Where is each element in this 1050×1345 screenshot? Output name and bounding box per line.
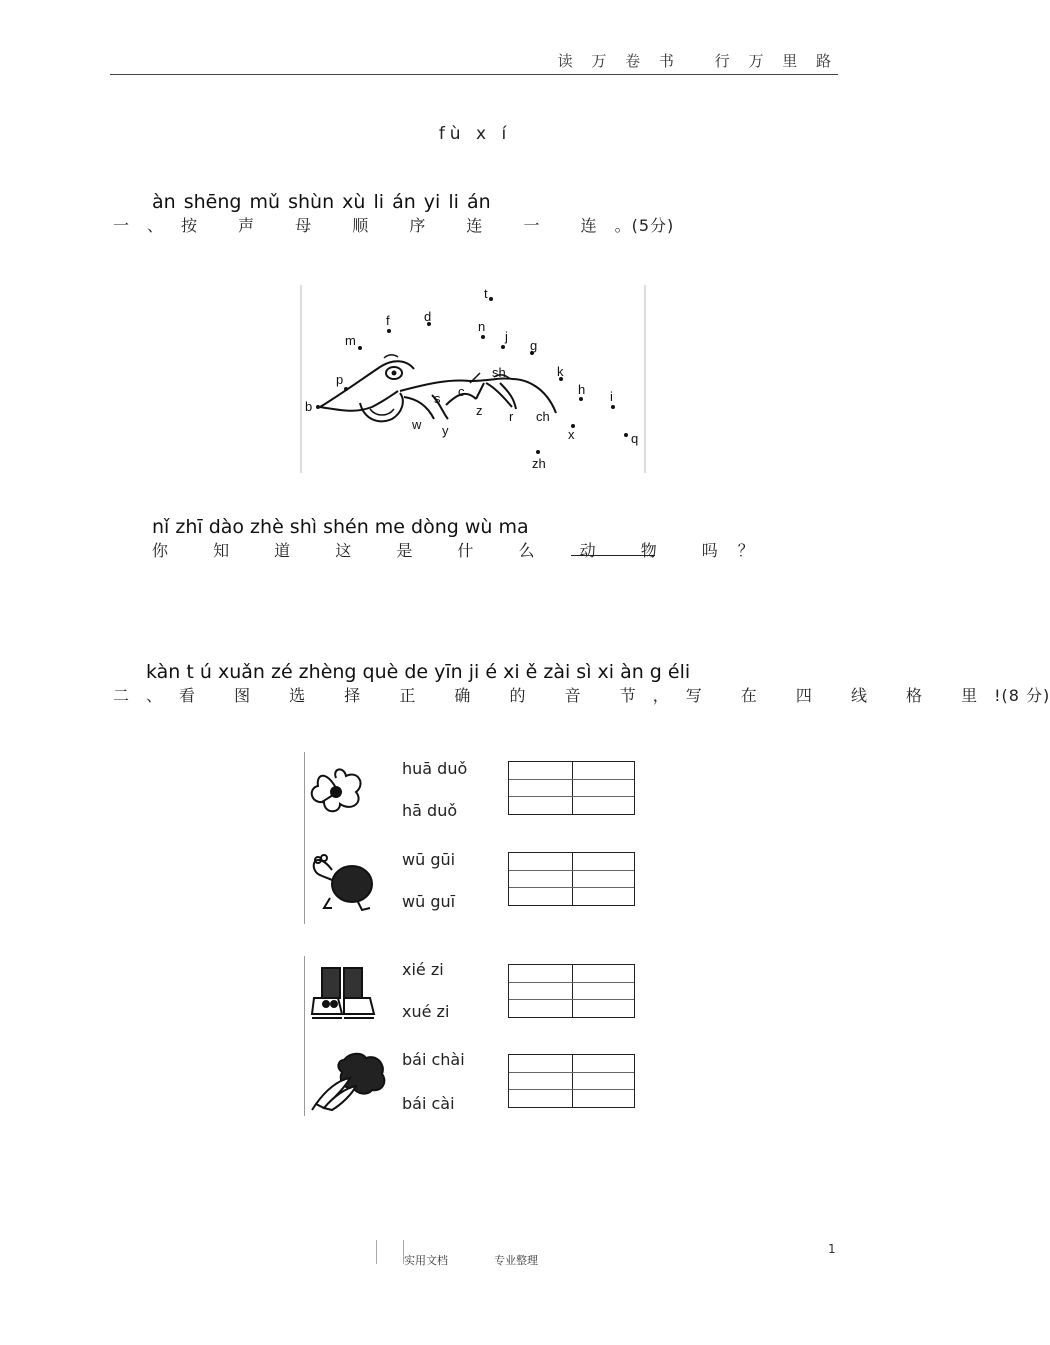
dot-label-j: j [505, 329, 508, 344]
dot-label-ch: ch [536, 409, 550, 424]
writing-grid-turtle[interactable] [508, 852, 635, 906]
page-number: 1 [828, 1242, 836, 1256]
footer-label-right: 专业整理 [494, 1254, 538, 1267]
option-cabbage-1[interactable]: bái chài [402, 1050, 465, 1069]
dot-label-c: c [458, 384, 465, 399]
dot-label-x: x [568, 427, 575, 442]
exercise-group-2 [304, 956, 642, 1116]
dot-label-z: z [476, 403, 483, 418]
header-divider [110, 74, 838, 75]
dot-label-h: h [578, 382, 586, 397]
option-turtle-1[interactable]: wū gūi [402, 850, 456, 869]
q1-instruction-text: 一、按 声 母 顺 序 连 一 连 [113, 216, 615, 235]
q1-pinyin: àn shēng mǔ shùn xù li án yi li án [152, 191, 491, 213]
q2-score: !(8 分) [994, 686, 1050, 705]
exercise-group-1 [304, 752, 642, 924]
crocodile-outline [300, 283, 646, 473]
dot-label-i: i [610, 389, 613, 404]
q3-question: 你 知 道 这 是 什 么 动 物 吗？ [152, 541, 774, 560]
dot-label-t: t [484, 286, 488, 301]
dot-label-s: s [434, 391, 441, 406]
dot-label-r: r [509, 409, 514, 424]
dot-to-dot-figure [300, 283, 646, 473]
writing-grid-cabbage[interactable] [508, 1054, 635, 1108]
dot-label-p: p [336, 372, 344, 387]
dot-label-f: f [386, 313, 390, 328]
dot-label-q: q [631, 431, 639, 446]
dot-label-k: k [557, 364, 564, 379]
q1-instruction [113, 213, 674, 236]
flower-icon [308, 764, 366, 816]
writing-grid-flower[interactable] [508, 761, 635, 815]
dot-label-b: b [305, 399, 313, 414]
option-cabbage-2[interactable]: bái cài [402, 1094, 455, 1113]
option-flower-1[interactable]: huā duǒ [402, 759, 468, 778]
dot-label-d: d [424, 309, 432, 324]
dot-label-n: n [478, 319, 486, 334]
dot-label-w: w [412, 417, 422, 432]
writing-grid-shoes[interactable] [508, 964, 635, 1018]
dot-label-g: g [530, 338, 538, 353]
footer-label-left: 实用文档 [404, 1254, 448, 1267]
option-shoes-1[interactable]: xié zi [402, 960, 444, 979]
option-turtle-2[interactable]: wū guī [402, 892, 456, 911]
q2-instruction-text: 二、看 图 选 择 正 确 的 音 节，写 在 四 线 格 里 [113, 686, 995, 705]
dot-label-y: y [442, 423, 449, 438]
dot-label-m: m [345, 333, 356, 348]
q3-pinyin: nǐ zhī dào zhè shì shén me dòng wù ma [152, 516, 529, 538]
shoes-icon [308, 964, 378, 1022]
option-shoes-2[interactable]: xué zi [402, 1002, 450, 1021]
footer-divider-left [376, 1240, 377, 1264]
turtle-icon [308, 848, 376, 912]
header-slogan: 读 万 卷 书 行 万 里 路 [557, 52, 838, 70]
q1-score: 。(5分) [614, 216, 675, 235]
dot-label-sh: sh [492, 365, 506, 380]
q2-pinyin: kàn t ú xuǎn zé zhèng què de yīn ji é xi ě zài sì xi àn g éli [146, 661, 691, 683]
page-title: fù x í [438, 124, 512, 144]
dot-label-zh: zh [532, 456, 546, 471]
q2-instruction [113, 683, 1050, 706]
answer-blank[interactable] [571, 555, 655, 556]
option-flower-2[interactable]: hā duǒ [402, 801, 458, 820]
cabbage-icon [310, 1050, 390, 1114]
